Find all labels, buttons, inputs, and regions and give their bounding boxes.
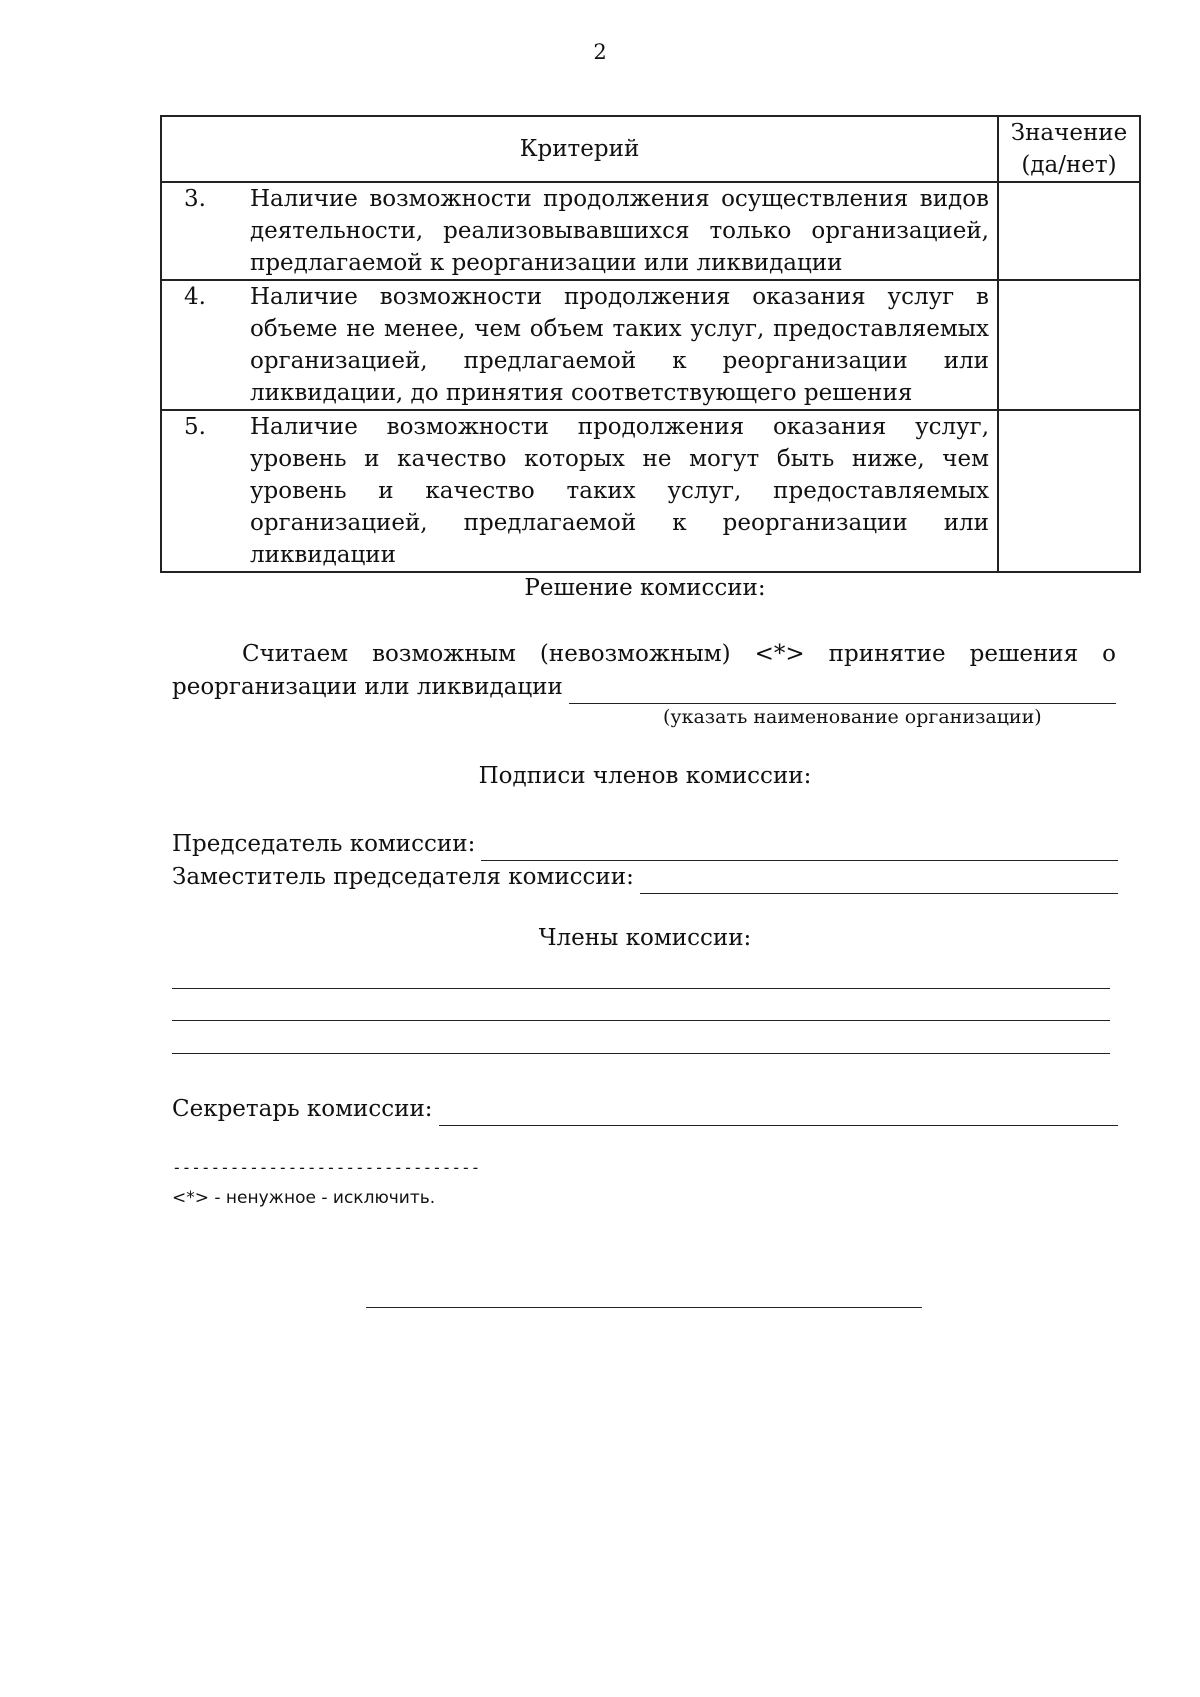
row-text: Наличие возможности продолжения оказания услуг в объеме не менее, чем объем таких услуг, предоставляемых организацией, предлагаемой к реорганизации или ликвидации, до принятия соответствующего решения <box>250 284 989 406</box>
secretary-signature-row <box>172 1093 1118 1126</box>
decision-line-1-text: Считаем возможным (невозможным) <*> принятие решения о <box>242 641 1116 667</box>
row-number: 4. <box>184 284 206 310</box>
table-row <box>161 410 1140 572</box>
table-row <box>161 280 1140 410</box>
criterion-cell <box>161 410 998 572</box>
value-cell[interactable] <box>998 182 1140 280</box>
member-signature-field[interactable] <box>172 1053 1110 1054</box>
criterion-cell <box>161 280 998 410</box>
criterion-cell <box>161 182 998 280</box>
row-text: Наличие возможности продолжения осуществления видов деятельности, реализовывавшихся только организацией, предлагаемой к реорганизации или ликвидации <box>250 186 989 276</box>
end-divider <box>366 1307 922 1308</box>
decision-heading: Решение комиссии: <box>524 575 766 601</box>
decision-line-1 <box>172 638 1116 671</box>
header-value: Значение (да/нет) <box>998 116 1140 182</box>
secretary-signature-field[interactable] <box>439 1103 1118 1126</box>
member-signature-field[interactable] <box>172 1020 1110 1021</box>
row-text: Наличие возможности продолжения оказания услуг, уровень и качество которых не могут быть ниже, чем уровень и качество таких услуг, предоставляемых организацией, предлагаемой к реорганизации или ликвидации <box>250 414 989 568</box>
vice-chair-signature-row <box>172 861 1118 894</box>
decision-paragraph <box>172 638 1116 704</box>
member-signature-field[interactable] <box>172 988 1110 989</box>
signatures-heading: Подписи членов комиссии: <box>478 763 812 789</box>
vice-chair-signature-field[interactable] <box>640 871 1118 894</box>
members-heading: Члены комиссии: <box>538 925 752 951</box>
organization-caption: (указать наименование организации) <box>663 706 1042 728</box>
value-cell[interactable] <box>998 280 1140 410</box>
row-number: 3. <box>184 186 206 212</box>
decision-line-2-text: реорганизации или ликвидации <box>172 674 563 700</box>
footnote-text: <*> - ненужное - исключить. <box>172 1188 436 1208</box>
header-criterion: Критерий <box>161 116 998 182</box>
row-number: 5. <box>184 414 206 440</box>
secretary-label: Секретарь комиссии: <box>172 1096 433 1122</box>
vice-chair-label: Заместитель председателя комиссии: <box>172 864 634 890</box>
table-header-row <box>161 116 1140 182</box>
value-cell[interactable] <box>998 410 1140 572</box>
page-number: 2 <box>593 40 607 64</box>
criteria-table <box>160 115 1141 573</box>
table-row <box>161 182 1140 280</box>
footnote-separator: -------------------------------- <box>172 1158 481 1177</box>
chair-signature-field[interactable] <box>481 838 1118 861</box>
organization-name-field[interactable] <box>569 681 1116 704</box>
decision-line-2 <box>172 671 1116 704</box>
chair-signature-row <box>172 828 1118 861</box>
chair-label: Председатель комиссии: <box>172 831 476 857</box>
